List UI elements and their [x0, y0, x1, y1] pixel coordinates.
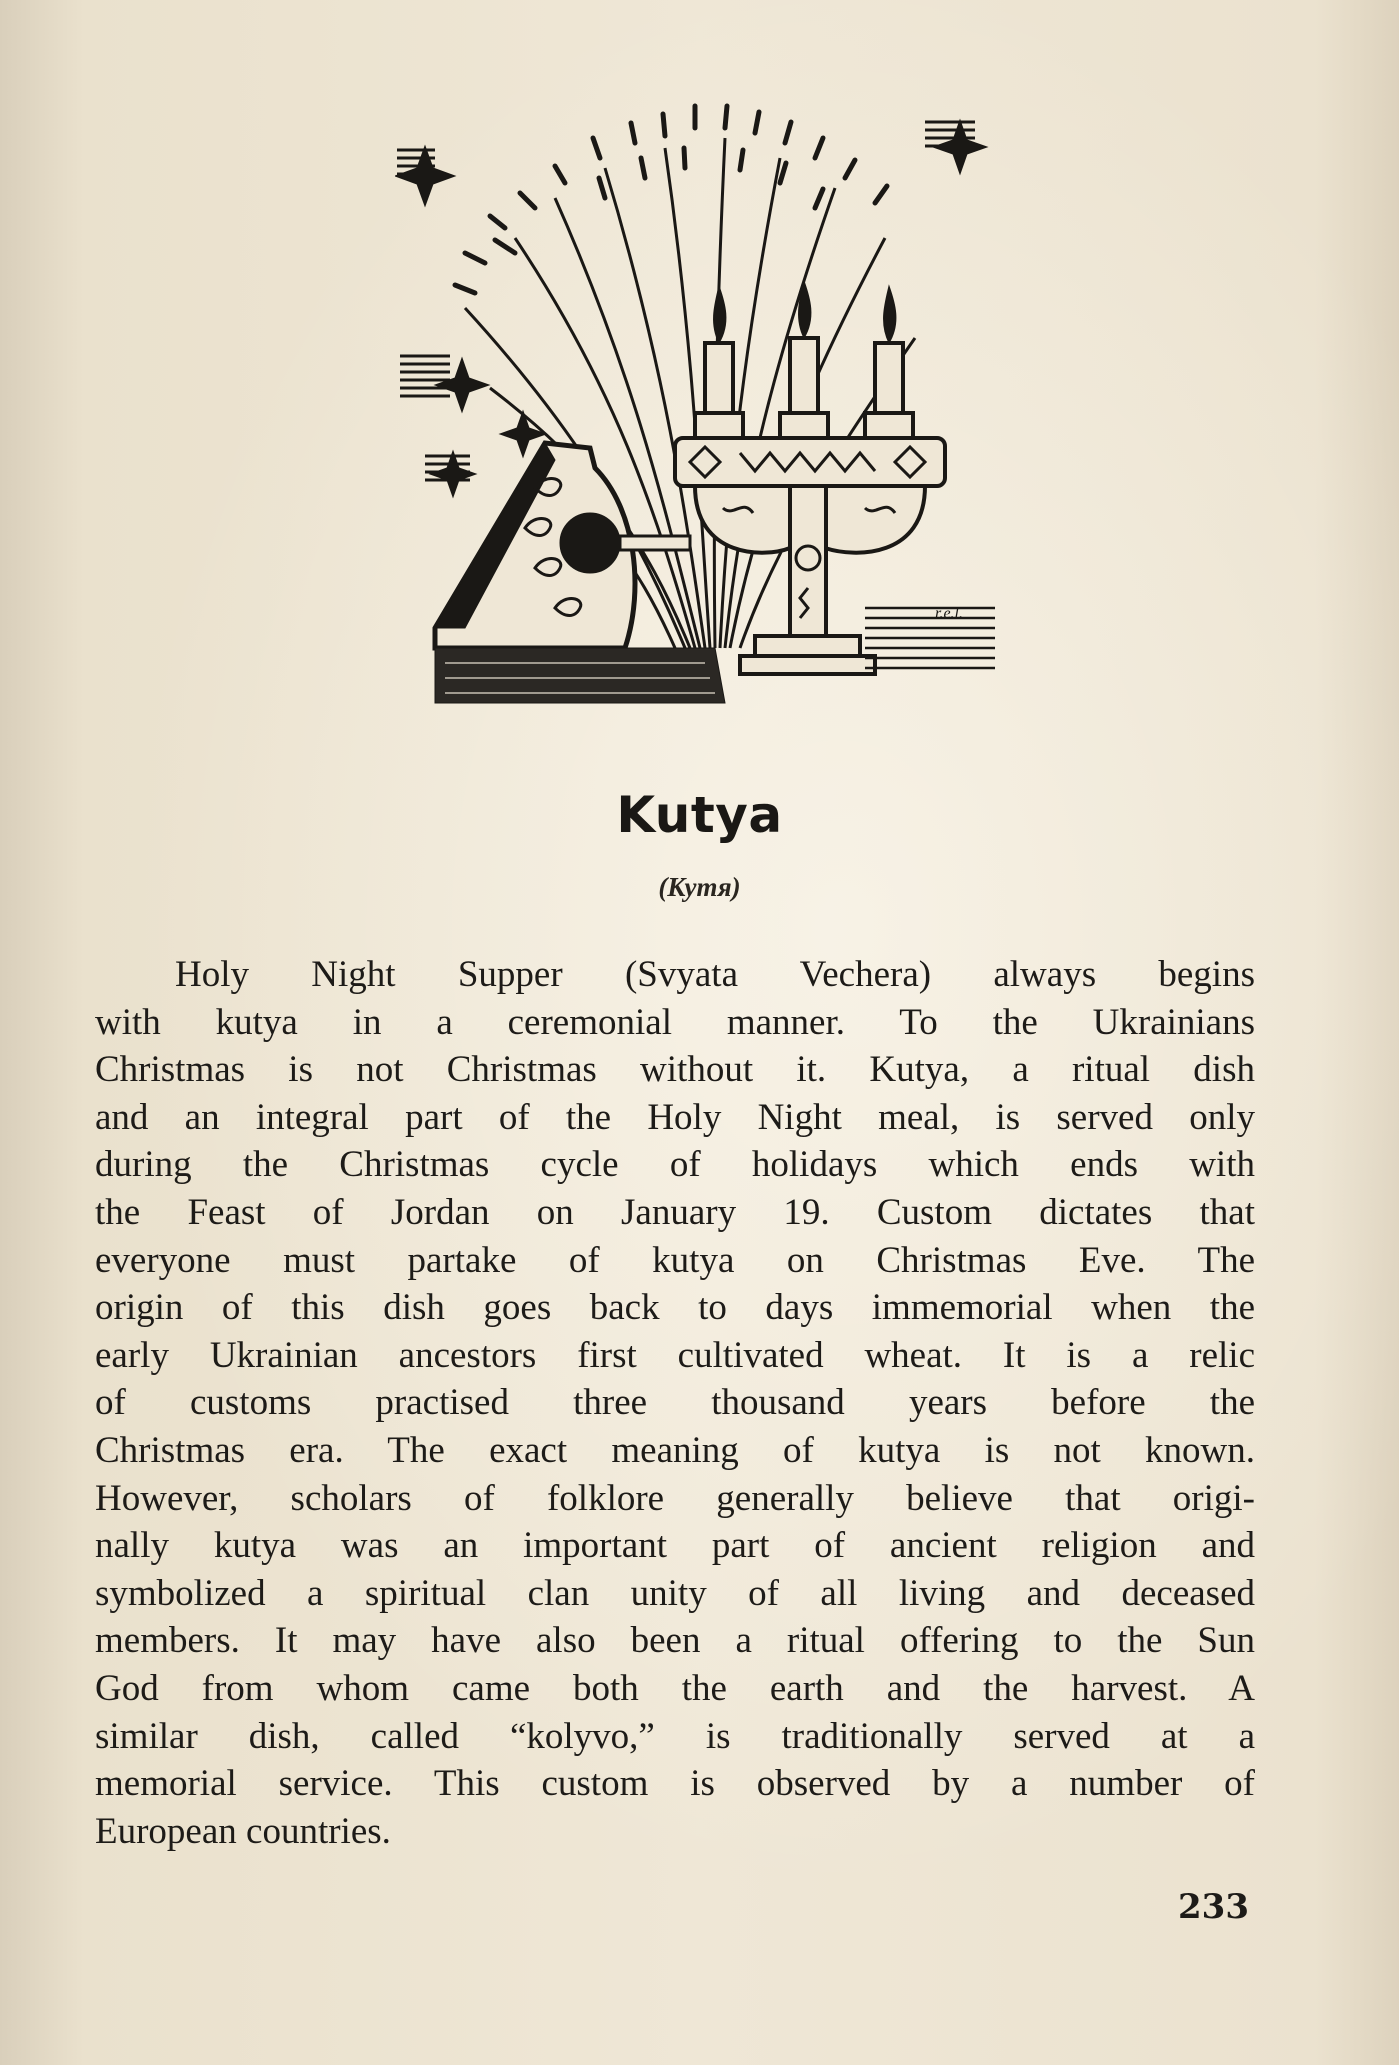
text-line: Christmas is not Christmas without it. Kutya, a ritual dish — [95, 1049, 1255, 1091]
text-line: with kutya in a ceremonial manner. To the Ukrainians — [95, 1001, 1255, 1043]
text-line: origin of this dish goes back to days immemorial when the — [95, 1287, 1255, 1329]
text-line: European countries. — [95, 1810, 391, 1852]
text-line: the Feast of Jordan on January 19. Custom dictates that — [95, 1191, 1255, 1233]
text-line: Holy Night Supper (Svyata Vechera) always begins — [175, 954, 1255, 995]
page-number: 233 — [1178, 1887, 1249, 1927]
illustration-signature: r.e.l. — [935, 605, 963, 622]
text-line: symbolized a spiritual clan unity of all living and deceased — [95, 1572, 1255, 1614]
text-line: early Ukrainian ancestors first cultivated wheat. It is a relic — [95, 1334, 1255, 1376]
text-line: of customs practised three thousand years before the — [95, 1382, 1255, 1424]
text-line: similar dish, called “kolyvo,” is traditionally served at a — [95, 1715, 1255, 1757]
text-line: everyone must partake of kutya on Christmas Eve. The — [95, 1239, 1255, 1281]
page-title: Kutya — [616, 786, 783, 844]
page-subtitle: (Кутя) — [658, 872, 741, 902]
text-line: Christmas era. The exact meaning of kutya is not known. — [95, 1429, 1255, 1471]
text-line: and an integral part of the Holy Night meal, is served only — [95, 1096, 1255, 1138]
text-line: memorial service. This custom is observed by a number of — [95, 1763, 1255, 1805]
text-line: nally kutya was an important part of ancient religion and — [95, 1525, 1255, 1567]
text-line: members. It may have also been a ritual offering to the Sun — [95, 1620, 1255, 1662]
text-line: However, scholars of folklore generally believe that origi- — [95, 1477, 1255, 1519]
text-line: during the Christmas cycle of holidays which ends with — [95, 1144, 1255, 1186]
text-line: God from whom came both the earth and the harvest. A — [95, 1667, 1255, 1709]
wheat-candelabrum-illustration — [395, 88, 1005, 728]
body-paragraph — [95, 951, 1255, 1855]
